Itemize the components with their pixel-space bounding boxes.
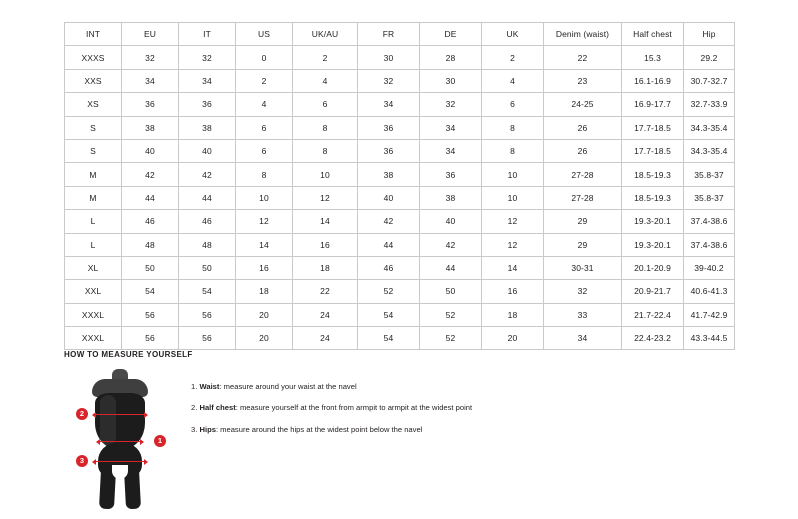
column-header-de: DE <box>420 23 482 46</box>
cell-uk: 2 <box>482 46 544 69</box>
cell-us: 2 <box>236 69 293 92</box>
cell-it: 46 <box>179 210 236 233</box>
cell-eu: 48 <box>122 233 179 256</box>
cell-half-chest: 20.1-20.9 <box>622 256 684 279</box>
cell-int: XXXL <box>65 327 122 350</box>
cell-fr: 38 <box>358 163 420 186</box>
cell-denim-waist: 22 <box>544 46 622 69</box>
table-row <box>65 256 735 279</box>
cell-hip: 39-40.2 <box>684 256 735 279</box>
cell-hip: 29.2 <box>684 46 735 69</box>
cell-denim-waist: 33 <box>544 303 622 326</box>
cell-denim-waist: 26 <box>544 139 622 162</box>
cell-uk: 12 <box>482 210 544 233</box>
column-header-us: US <box>236 23 293 46</box>
cell-denim-waist: 27-28 <box>544 163 622 186</box>
cell-us: 8 <box>236 163 293 186</box>
cell-half-chest: 19.3-20.1 <box>622 233 684 256</box>
instruction-text-half-chest: : measure yourself at the front from armpit to armpit at the widest point <box>235 403 473 413</box>
cell-hip: 40.6-41.3 <box>684 280 735 303</box>
cell-uk-au: 8 <box>293 116 358 139</box>
cell-it: 50 <box>179 256 236 279</box>
cell-us: 4 <box>236 93 293 116</box>
table-row <box>65 280 735 303</box>
cell-eu: 32 <box>122 46 179 69</box>
cell-denim-waist: 32 <box>544 280 622 303</box>
cell-int: XS <box>65 93 122 116</box>
cell-eu: 56 <box>122 327 179 350</box>
cell-de: 32 <box>420 93 482 116</box>
cell-half-chest: 16.1-16.9 <box>622 69 684 92</box>
cell-half-chest: 17.7-18.5 <box>622 139 684 162</box>
cell-half-chest: 18.5-19.3 <box>622 186 684 209</box>
cell-us: 16 <box>236 256 293 279</box>
cell-uk: 8 <box>482 116 544 139</box>
cell-int: XL <box>65 256 122 279</box>
cell-uk-au: 12 <box>293 186 358 209</box>
column-header-denim-waist: Denim (waist) <box>544 23 622 46</box>
cell-uk: 14 <box>482 256 544 279</box>
table-row <box>65 93 735 116</box>
cell-uk: 16 <box>482 280 544 303</box>
cell-uk-au: 14 <box>293 210 358 233</box>
instruction-text-hips: : measure around the hips at the widest point below the navel <box>215 424 423 434</box>
table-row <box>65 327 735 350</box>
cell-eu: 42 <box>122 163 179 186</box>
cell-it: 38 <box>179 116 236 139</box>
cell-int: S <box>65 116 122 139</box>
cell-int: M <box>65 186 122 209</box>
cell-half-chest: 20.9-21.7 <box>622 280 684 303</box>
cell-denim-waist: 27-28 <box>544 186 622 209</box>
cell-hip: 30.7-32.7 <box>684 69 735 92</box>
cell-it: 34 <box>179 69 236 92</box>
cell-it: 32 <box>179 46 236 69</box>
cell-half-chest: 16.9-17.7 <box>622 93 684 116</box>
cell-it: 44 <box>179 186 236 209</box>
column-header-hip: Hip <box>684 23 735 46</box>
cell-uk: 12 <box>482 233 544 256</box>
table-row <box>65 303 735 326</box>
cell-half-chest: 19.3-20.1 <box>622 210 684 233</box>
cell-it: 54 <box>179 280 236 303</box>
how-to-measure-section <box>64 350 744 509</box>
instruction-term-waist: Waist <box>199 382 220 391</box>
cell-int: L <box>65 233 122 256</box>
instruction-number-1: 1. <box>191 382 198 391</box>
cell-uk-au: 2 <box>293 46 358 69</box>
half-chest-measure-arrow-icon <box>96 414 144 415</box>
cell-uk: 10 <box>482 163 544 186</box>
table-row <box>65 163 735 186</box>
cell-half-chest: 22.4-23.2 <box>622 327 684 350</box>
column-header-uk: UK <box>482 23 544 46</box>
instruction-number-3: 3. <box>191 424 198 434</box>
table-row <box>65 46 735 69</box>
cell-int: M <box>65 163 122 186</box>
cell-uk: 18 <box>482 303 544 326</box>
column-header-int: INT <box>65 23 122 46</box>
cell-half-chest: 21.7-22.4 <box>622 303 684 326</box>
cell-us: 10 <box>236 186 293 209</box>
cell-it: 56 <box>179 327 236 350</box>
hip-measure-arrow-icon <box>96 461 144 462</box>
cell-us: 6 <box>236 139 293 162</box>
cell-us: 20 <box>236 303 293 326</box>
cell-uk: 10 <box>482 186 544 209</box>
cell-de: 38 <box>420 186 482 209</box>
cell-int: XXXL <box>65 303 122 326</box>
cell-int: L <box>65 210 122 233</box>
cell-de: 34 <box>420 116 482 139</box>
cell-uk: 20 <box>482 327 544 350</box>
table-row <box>65 186 735 209</box>
column-header-it: IT <box>179 23 236 46</box>
table-row <box>65 210 735 233</box>
cell-int: XXS <box>65 69 122 92</box>
table-header-row <box>65 23 735 46</box>
instruction-term-hips: Hips <box>199 424 216 434</box>
marker-1-waist: 1 <box>154 435 166 447</box>
cell-us: 6 <box>236 116 293 139</box>
mannequin-figure-container <box>64 369 179 509</box>
cell-eu: 38 <box>122 116 179 139</box>
cell-fr: 36 <box>358 139 420 162</box>
cell-int: XXXS <box>65 46 122 69</box>
cell-uk-au: 10 <box>293 163 358 186</box>
column-header-eu: EU <box>122 23 179 46</box>
cell-de: 30 <box>420 69 482 92</box>
cell-de: 52 <box>420 303 482 326</box>
cell-it: 56 <box>179 303 236 326</box>
cell-uk-au: 4 <box>293 69 358 92</box>
cell-de: 36 <box>420 163 482 186</box>
cell-eu: 46 <box>122 210 179 233</box>
cell-eu: 40 <box>122 139 179 162</box>
cell-uk-au: 16 <box>293 233 358 256</box>
cell-uk: 8 <box>482 139 544 162</box>
cell-hip: 37.4-38.6 <box>684 233 735 256</box>
marker-2-half-chest: 2 <box>76 408 88 420</box>
cell-hip: 41.7-42.9 <box>684 303 735 326</box>
cell-de: 42 <box>420 233 482 256</box>
table-head <box>65 23 735 46</box>
table-row <box>65 116 735 139</box>
cell-int: S <box>65 139 122 162</box>
cell-denim-waist: 29 <box>544 210 622 233</box>
cell-denim-waist: 29 <box>544 233 622 256</box>
cell-fr: 40 <box>358 186 420 209</box>
column-header-fr: FR <box>358 23 420 46</box>
cell-denim-waist: 34 <box>544 327 622 350</box>
instruction-term-half-chest: Half chest <box>199 403 236 413</box>
cell-fr: 32 <box>358 69 420 92</box>
table-row <box>65 139 735 162</box>
cell-hip: 32.7-33.9 <box>684 93 735 116</box>
cell-uk-au: 8 <box>293 139 358 162</box>
cell-it: 48 <box>179 233 236 256</box>
table-row <box>65 69 735 92</box>
cell-us: 20 <box>236 327 293 350</box>
cell-fr: 54 <box>358 327 420 350</box>
cell-hip: 34.3-35.4 <box>684 139 735 162</box>
cell-us: 0 <box>236 46 293 69</box>
size-table-container <box>64 22 734 350</box>
cell-fr: 30 <box>358 46 420 69</box>
cell-fr: 46 <box>358 256 420 279</box>
size-conversion-table <box>64 22 735 350</box>
cell-eu: 50 <box>122 256 179 279</box>
column-header-uk-au: UK/AU <box>293 23 358 46</box>
how-to-measure-body <box>64 369 744 509</box>
cell-de: 34 <box>420 139 482 162</box>
cell-fr: 34 <box>358 93 420 116</box>
cell-uk-au: 24 <box>293 327 358 350</box>
how-to-measure-title: HOW TO MEASURE YOURSELF <box>64 350 193 359</box>
instruction-number-2: 2. <box>191 403 198 413</box>
cell-fr: 36 <box>358 116 420 139</box>
cell-uk: 6 <box>482 93 544 116</box>
cell-fr: 52 <box>358 280 420 303</box>
cell-hip: 43.3-44.5 <box>684 327 735 350</box>
mannequin-illustration <box>79 369 163 509</box>
cell-fr: 54 <box>358 303 420 326</box>
cell-fr: 44 <box>358 233 420 256</box>
cell-eu: 36 <box>122 93 179 116</box>
cell-half-chest: 17.7-18.5 <box>622 116 684 139</box>
marker-3-hips: 3 <box>76 455 88 467</box>
cell-denim-waist: 24-25 <box>544 93 622 116</box>
measure-instruction-waist <box>191 383 472 391</box>
cell-hip: 34.3-35.4 <box>684 116 735 139</box>
waist-measure-arrow-icon <box>100 441 140 442</box>
cell-us: 18 <box>236 280 293 303</box>
mannequin-torso-highlight <box>100 395 116 445</box>
column-header-half-chest: Half chest <box>622 23 684 46</box>
cell-eu: 56 <box>122 303 179 326</box>
cell-uk-au: 22 <box>293 280 358 303</box>
cell-hip: 37.4-38.6 <box>684 210 735 233</box>
cell-uk-au: 6 <box>293 93 358 116</box>
instruction-text-waist: : measure around your waist at the navel <box>219 382 357 391</box>
cell-hip: 35.8-37 <box>684 163 735 186</box>
cell-us: 12 <box>236 210 293 233</box>
cell-uk-au: 18 <box>293 256 358 279</box>
cell-us: 14 <box>236 233 293 256</box>
cell-de: 50 <box>420 280 482 303</box>
table-body <box>65 46 735 350</box>
cell-de: 52 <box>420 327 482 350</box>
cell-denim-waist: 23 <box>544 69 622 92</box>
cell-int: XXL <box>65 280 122 303</box>
cell-uk-au: 24 <box>293 303 358 326</box>
measure-instruction-hips <box>191 426 472 434</box>
cell-it: 36 <box>179 93 236 116</box>
table-row <box>65 233 735 256</box>
cell-half-chest: 18.5-19.3 <box>622 163 684 186</box>
cell-eu: 54 <box>122 280 179 303</box>
cell-eu: 44 <box>122 186 179 209</box>
cell-it: 42 <box>179 163 236 186</box>
cell-de: 44 <box>420 256 482 279</box>
cell-de: 40 <box>420 210 482 233</box>
cell-hip: 35.8-37 <box>684 186 735 209</box>
cell-half-chest: 15.3 <box>622 46 684 69</box>
cell-fr: 42 <box>358 210 420 233</box>
cell-eu: 34 <box>122 69 179 92</box>
cell-de: 28 <box>420 46 482 69</box>
cell-denim-waist: 30-31 <box>544 256 622 279</box>
measure-instruction-half-chest <box>191 404 472 412</box>
cell-uk: 4 <box>482 69 544 92</box>
measure-instructions-list <box>191 369 472 447</box>
cell-it: 40 <box>179 139 236 162</box>
cell-denim-waist: 26 <box>544 116 622 139</box>
